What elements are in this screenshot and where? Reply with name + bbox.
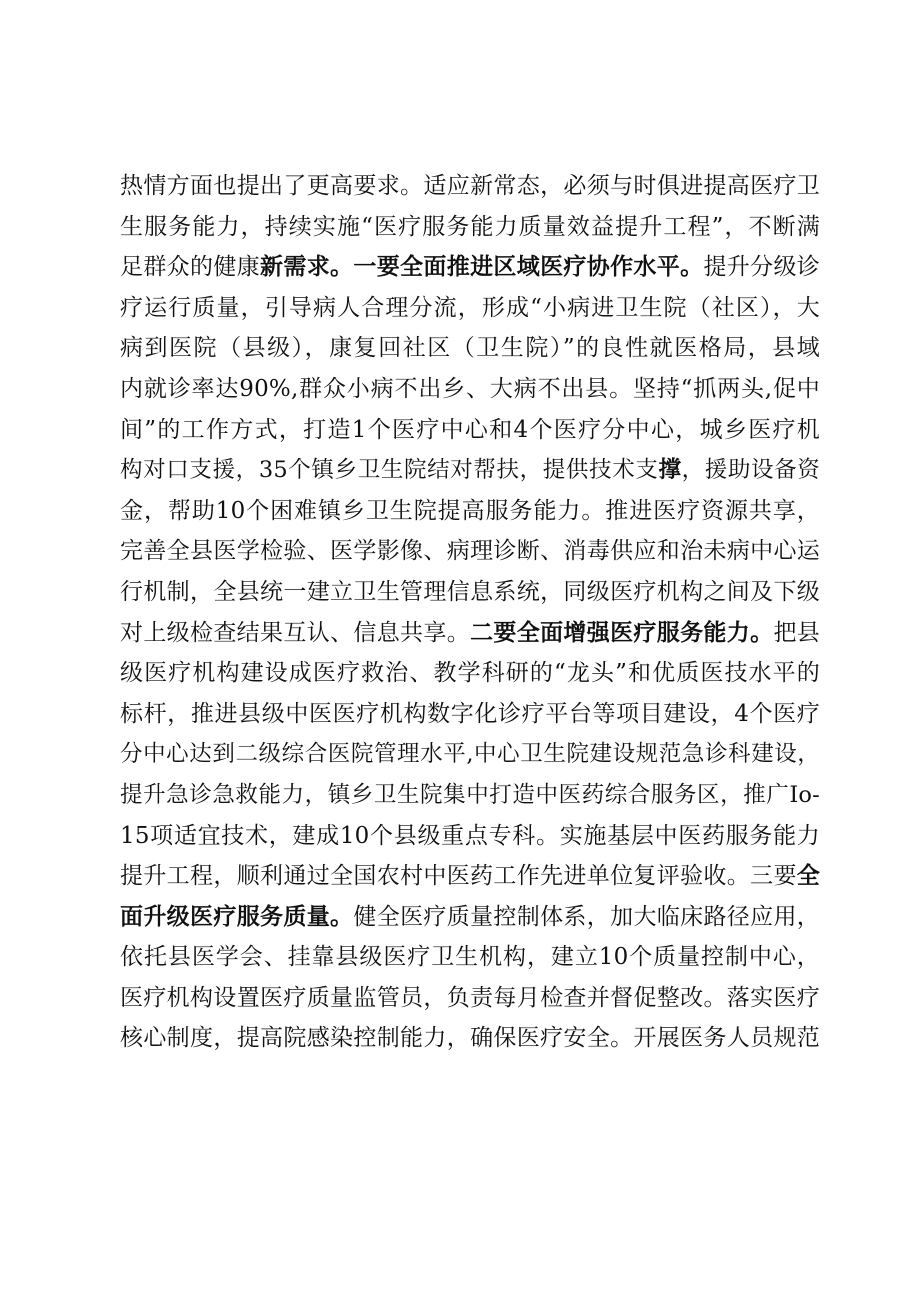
text-run: 内就诊率达90%,群众小病不出乡、大病不出县。坚持“抓两头,促中	[120, 375, 820, 402]
text-line	[120, 613, 820, 654]
text-line	[120, 856, 820, 897]
text-line	[120, 1018, 820, 1059]
text-line	[120, 694, 820, 735]
text-run: 生服务能力，持续实施“医疗服务能力质量效益提升工程”，不断满	[120, 213, 820, 240]
text-line	[120, 816, 820, 857]
text-line	[120, 288, 820, 329]
bold-text-run: 全	[796, 862, 820, 890]
text-run: 完善全县医学检验、医学影像、病理诊断、消毒供应和治未病中心运	[120, 538, 820, 565]
text-run: 核心制度，提高院感染控制能力，确保医疗安全。开展医务人员规范	[120, 1025, 820, 1052]
text-run: 健全医疗质量控制体系，加大临床路径应用，	[353, 903, 821, 930]
text-line	[120, 978, 820, 1019]
text-run: 金，帮助10个困难镇乡卫生院提高服务能力。推进医疗资源共享，	[120, 497, 820, 524]
bold-text-run: 新需求。一要全面推进区域医疗协作水平。	[260, 253, 704, 281]
text-line	[120, 410, 820, 451]
bold-text-run: 面升级医疗服务质量。	[120, 902, 354, 930]
text-line	[120, 734, 820, 775]
text-run: 对上级检查结果互认、信息共享。	[120, 619, 471, 646]
text-run: 15项适宜技术，建成10个县级重点专科。实施基层中医药服务能力	[120, 822, 820, 849]
text-run: 医疗机构设置医疗质量监管员，负责每月检查并督促整改。落实医疗	[120, 984, 820, 1011]
text-line	[120, 207, 820, 248]
bold-text-run: 撑	[658, 457, 682, 484]
text-line	[120, 166, 820, 207]
text-run: 行机制，全县统一建立卫生管理信息系统，同级医疗机构之间及下级	[120, 578, 820, 605]
text-line	[120, 247, 820, 288]
text-line	[120, 531, 820, 572]
text-run: ，援助设备资	[681, 457, 821, 484]
text-run: 标杆，推进县级中医医疗机构数字化诊疗平台等项目建设，4个医疗	[120, 700, 820, 727]
text-run: 病到医院（县级），康复回社区（卫生院）”的良性就医格局，县域	[120, 335, 820, 362]
text-run: 间”的工作方式，打造1个医疗中心和4个医疗分中心，城乡医疗机	[120, 416, 820, 443]
text-line	[120, 653, 820, 694]
text-line	[120, 897, 820, 938]
text-run: 提升急诊急救能力，镇乡卫生院集中打造中医药综合服务区，推广Io-	[120, 781, 820, 808]
text-line	[120, 572, 820, 613]
text-run: 提升分级诊	[703, 254, 821, 281]
text-run: 热情方面也提出了更高要求。适应新常态，必须与时俱进提高医疗卫	[120, 173, 820, 199]
text-run: 构对口支援，35个镇乡卫生院结对帮扶，提供技术支	[120, 457, 659, 484]
text-run: 足群众的健康	[120, 254, 261, 281]
body-paragraph	[120, 166, 820, 1059]
text-run: 依托县医学会、挂靠县级医疗卫生机构，建立10个质量控制中心，	[120, 944, 820, 971]
text-line	[120, 369, 820, 410]
text-run: 提升工程，顺利通过全国农村中医药工作先进单位复评验收。三要	[120, 863, 797, 890]
text-line	[120, 328, 820, 369]
text-run: 把县	[773, 619, 820, 646]
text-run: 级医疗机构建设成医疗救治、教学科研的“龙头”和优质医技水平的	[120, 660, 820, 687]
text-line	[120, 491, 820, 532]
text-run: 疗运行质量，引导病人合理分流，形成“小病进卫生院（社区），大	[120, 294, 820, 321]
text-run: 分中心达到二级综合医院管理水平,中心卫生院建设规范急诊科建设，	[120, 741, 820, 768]
bold-text-run: 二要全面增强医疗服务能力。	[470, 618, 774, 646]
text-line	[120, 937, 820, 978]
text-line	[120, 775, 820, 816]
text-line	[120, 450, 820, 491]
